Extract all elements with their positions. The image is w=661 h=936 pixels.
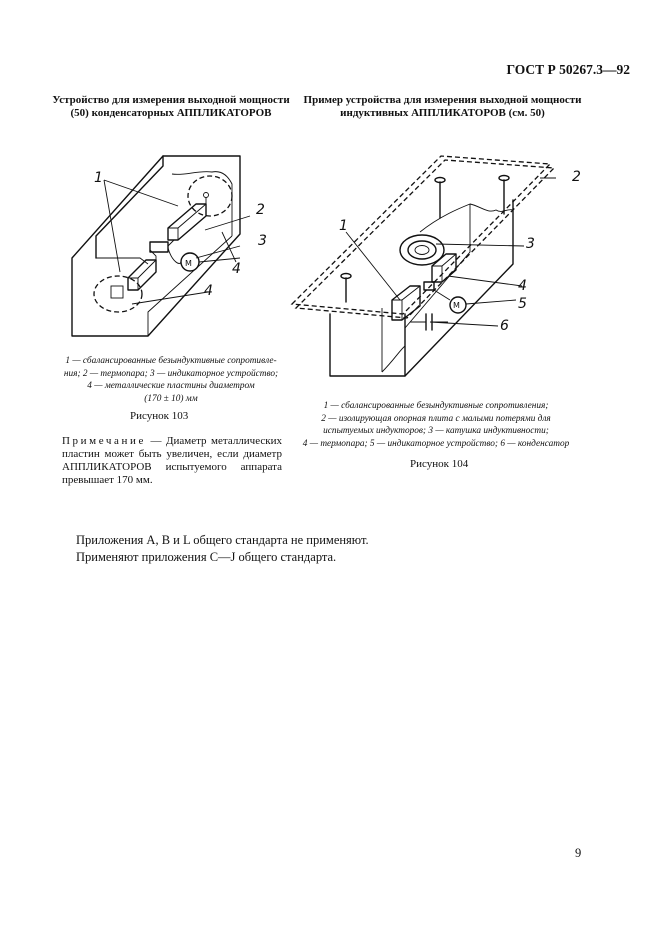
standard-number: ГОСТ Р 50267.3—92 (506, 62, 630, 77)
right-label-6: 6 (500, 318, 509, 334)
left-label-4-top: 4 (232, 261, 241, 277)
left-caption-line3: 4 — металлические пластины диаметром (87, 381, 255, 391)
right-figure-title-line1: Пример устройства для измерения выходной мощности (303, 94, 582, 106)
left-caption-line1: 1 — сбалансированные безындуктивные сопротивле- (65, 356, 277, 366)
right-meter-symbol: М (453, 301, 460, 310)
insulating-plate-upper (296, 160, 554, 318)
left-figure-title-line2: (50) конденсаторных АППЛИКАТОРОВ (70, 107, 272, 119)
right-label-1: 1 (339, 218, 348, 234)
figure-note (62, 435, 282, 487)
right-label-5: 5 (518, 296, 527, 312)
body-paragraph-1: Приложения А, В и L общего стандарта не применяют. (76, 533, 369, 547)
left-label-2: 2 (256, 202, 265, 218)
right-figure-title-line2: индуктивных АППЛИКАТОРОВ (см. 50) (340, 107, 545, 119)
thermocouple (424, 282, 434, 290)
right-label-4: 4 (518, 278, 527, 294)
right-caption-line1: 1 — сбалансированные безындуктивные сопротивления; (323, 401, 549, 411)
inductor-box-outline (330, 200, 513, 376)
right-caption-line4: 4 — термопара; 5 — индикаторное устройство; 6 — конденсатор (302, 438, 570, 449)
coil-inner (415, 246, 429, 255)
right-label-2: 2 (572, 169, 581, 185)
resistor-rear (432, 254, 456, 282)
figure-104-label: Рисунок 104 (410, 458, 469, 470)
left-label-3: 3 (258, 233, 267, 249)
page-number: 9 (575, 846, 582, 860)
right-caption-line3: испытуемых индукторов; 3 — катушка индуктивности; (323, 426, 549, 436)
resistor-rear-edges (432, 254, 456, 282)
figure-103-label: Рисунок 103 (130, 410, 189, 422)
left-caption-line2: ния; 2 — термопара; 3 — индикаторное устройство; (63, 368, 279, 379)
coil-middle (408, 241, 436, 259)
note-lead: Примечание (62, 435, 146, 447)
right-label-3: 3 (526, 236, 535, 252)
left-label-4-bottom: 4 (204, 283, 213, 299)
left-figure-title-line1: Устройство для измерения выходной мощности (52, 94, 290, 106)
right-caption-line2: 2 — изолирующая опорная плита с малыми потерями для (321, 413, 551, 424)
body-paragraph-2: Применяют приложения С—J общего стандарта. (76, 550, 337, 564)
left-meter-symbol: М (185, 259, 192, 268)
left-figure-caption (48, 355, 294, 405)
left-caption-line4: (170 ± 10) мм (144, 393, 198, 404)
right-figure-caption (296, 400, 576, 450)
note-text: — Диаметр металлических пластин может быть увеличен, если диаметр АППЛИКАТОРОВ испытуемого аппарата превышает 170 мм. (62, 435, 282, 486)
left-label-1: 1 (94, 170, 103, 186)
